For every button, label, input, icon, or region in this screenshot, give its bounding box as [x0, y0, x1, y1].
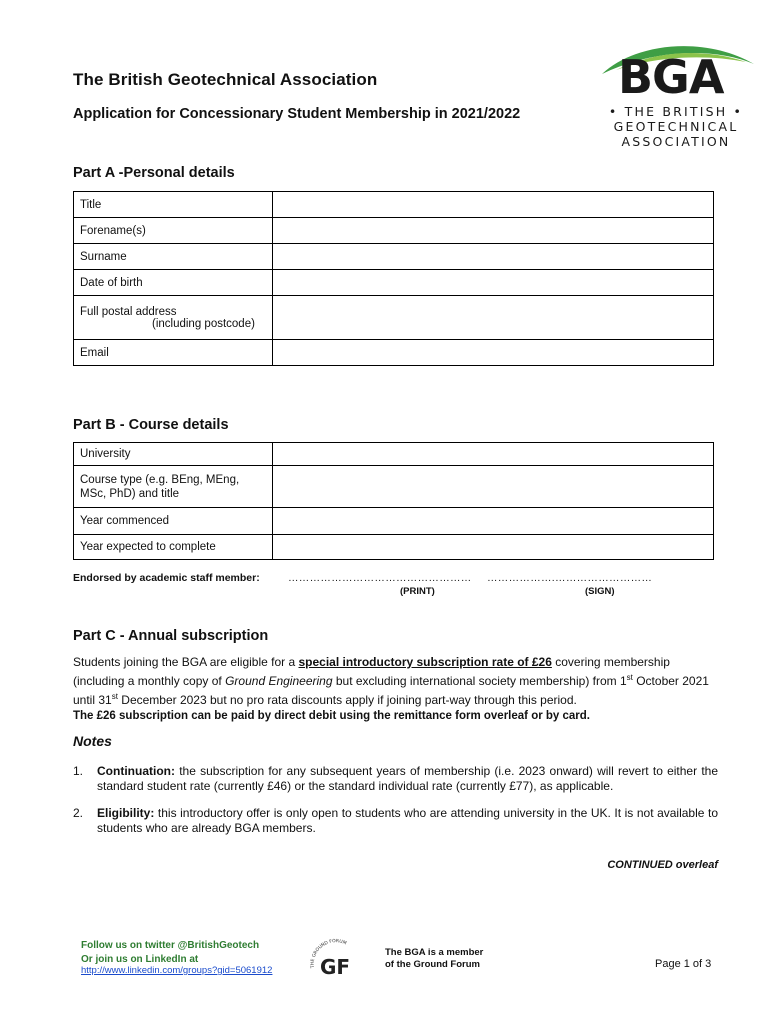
- bga-logo: [596, 40, 756, 150]
- label-title: Title: [74, 192, 273, 218]
- label-university: University: [74, 443, 273, 466]
- special-rate: special introductory subscription rate of £26: [298, 655, 552, 669]
- label-year-complete: Year expected to complete: [74, 535, 273, 560]
- address-field[interactable]: [273, 296, 714, 340]
- note-eligibility: [73, 806, 718, 836]
- org-title: The British Geotechnical Association: [73, 70, 378, 89]
- page-number: Page 1 of 3: [655, 958, 712, 970]
- subscription-paragraph: Students joining the BGA are eligible for a special introductory subscription rate of £26 covering membership (including a monthly copy of Ground Engineering but excluding international society membership) from 1st October 2021 until 31st December 2023 but no pro rata discounts apply if joining part-way through this period.: [73, 655, 709, 707]
- ground-forum-logo: [308, 938, 362, 978]
- dob-field[interactable]: [273, 270, 714, 296]
- part-a-title: Part A -Personal details: [73, 165, 235, 181]
- label-email: Email: [74, 340, 273, 366]
- follow-us: [81, 939, 259, 967]
- part-b-title: Part B - Course details: [73, 417, 229, 433]
- ground-engineering: Ground Engineering: [225, 674, 333, 688]
- email-field[interactable]: [273, 340, 714, 366]
- member-line-1: The BGA is a member: [385, 947, 484, 958]
- gf-arc-text: THE GROUND FORUM: [310, 939, 347, 969]
- title-field[interactable]: [273, 192, 714, 218]
- note-head: Eligibility:: [97, 806, 155, 820]
- twitter-line: Follow us on twitter @BritishGeotech: [81, 940, 260, 951]
- logo-line-3: ASSOCIATION: [621, 134, 731, 149]
- logo-line-1: • THE BRITISH •: [608, 104, 744, 119]
- address-label: Full postal address: [80, 305, 177, 318]
- note-number: 1.: [73, 764, 84, 778]
- print-label: (PRINT): [400, 586, 435, 597]
- label-surname: Surname: [74, 244, 273, 270]
- linkedin-line: Or join us on LinkedIn at: [81, 954, 199, 965]
- surname-field[interactable]: [273, 244, 714, 270]
- continued-overleaf: CONTINUED overleaf: [607, 859, 718, 871]
- note-text: the subscription for any subsequent years of membership (i.e. 2023 onward) will revert to either the standard student rate (currently £46) or the standard individual rate (currently £77), as applicable.: [97, 764, 718, 793]
- print-name-line[interactable]: ……………………………………………: [288, 572, 472, 584]
- note-number: 2.: [73, 806, 84, 820]
- sign-label: (SIGN): [585, 586, 615, 597]
- university-field[interactable]: [273, 443, 714, 466]
- notes-title: Notes: [73, 733, 112, 749]
- endorse-label: Endorsed by academic staff member:: [73, 572, 260, 584]
- signature-line[interactable]: ……………….………………………: [487, 572, 653, 584]
- forenames-field[interactable]: [273, 218, 714, 244]
- note-head: Continuation:: [97, 764, 175, 778]
- payment-note: The £26 subscription can be paid by direct debit using the remittance form overleaf or by card.: [73, 710, 590, 722]
- ground-forum-note: [385, 947, 483, 971]
- logo-mark: BGA: [618, 50, 724, 104]
- logo-line-2: GEOTECHNICAL: [613, 119, 739, 134]
- label-year-commenced: Year commenced: [74, 508, 273, 535]
- year-complete-field[interactable]: [273, 535, 714, 560]
- part-c-title: Part C - Annual subscription: [73, 628, 269, 644]
- label-address: [74, 296, 273, 340]
- note-text: this introductory offer is only open to students who are attending university in the UK. It is not available to students who are already BGA members.: [97, 806, 718, 835]
- course-details-table: [73, 442, 714, 560]
- linkedin-link[interactable]: http://www.linkedin.com/groups?gid=5061912: [81, 965, 273, 976]
- label-course-type: Course type (e.g. BEng, MEng, MSc, PhD) and title: [74, 466, 273, 508]
- member-line-2: of the Ground Forum: [385, 959, 480, 970]
- form-title: Application for Concessionary Student Membership in 2021/2022: [73, 106, 521, 122]
- year-commenced-field[interactable]: [273, 508, 714, 535]
- label-forenames: Forename(s): [74, 218, 273, 244]
- note-continuation: [73, 764, 718, 794]
- gf-mark: GF: [320, 955, 351, 978]
- label-dob: Date of birth: [74, 270, 273, 296]
- address-sublabel: (including postcode): [152, 317, 255, 330]
- personal-details-table: [73, 191, 714, 366]
- course-type-field[interactable]: [273, 466, 714, 508]
